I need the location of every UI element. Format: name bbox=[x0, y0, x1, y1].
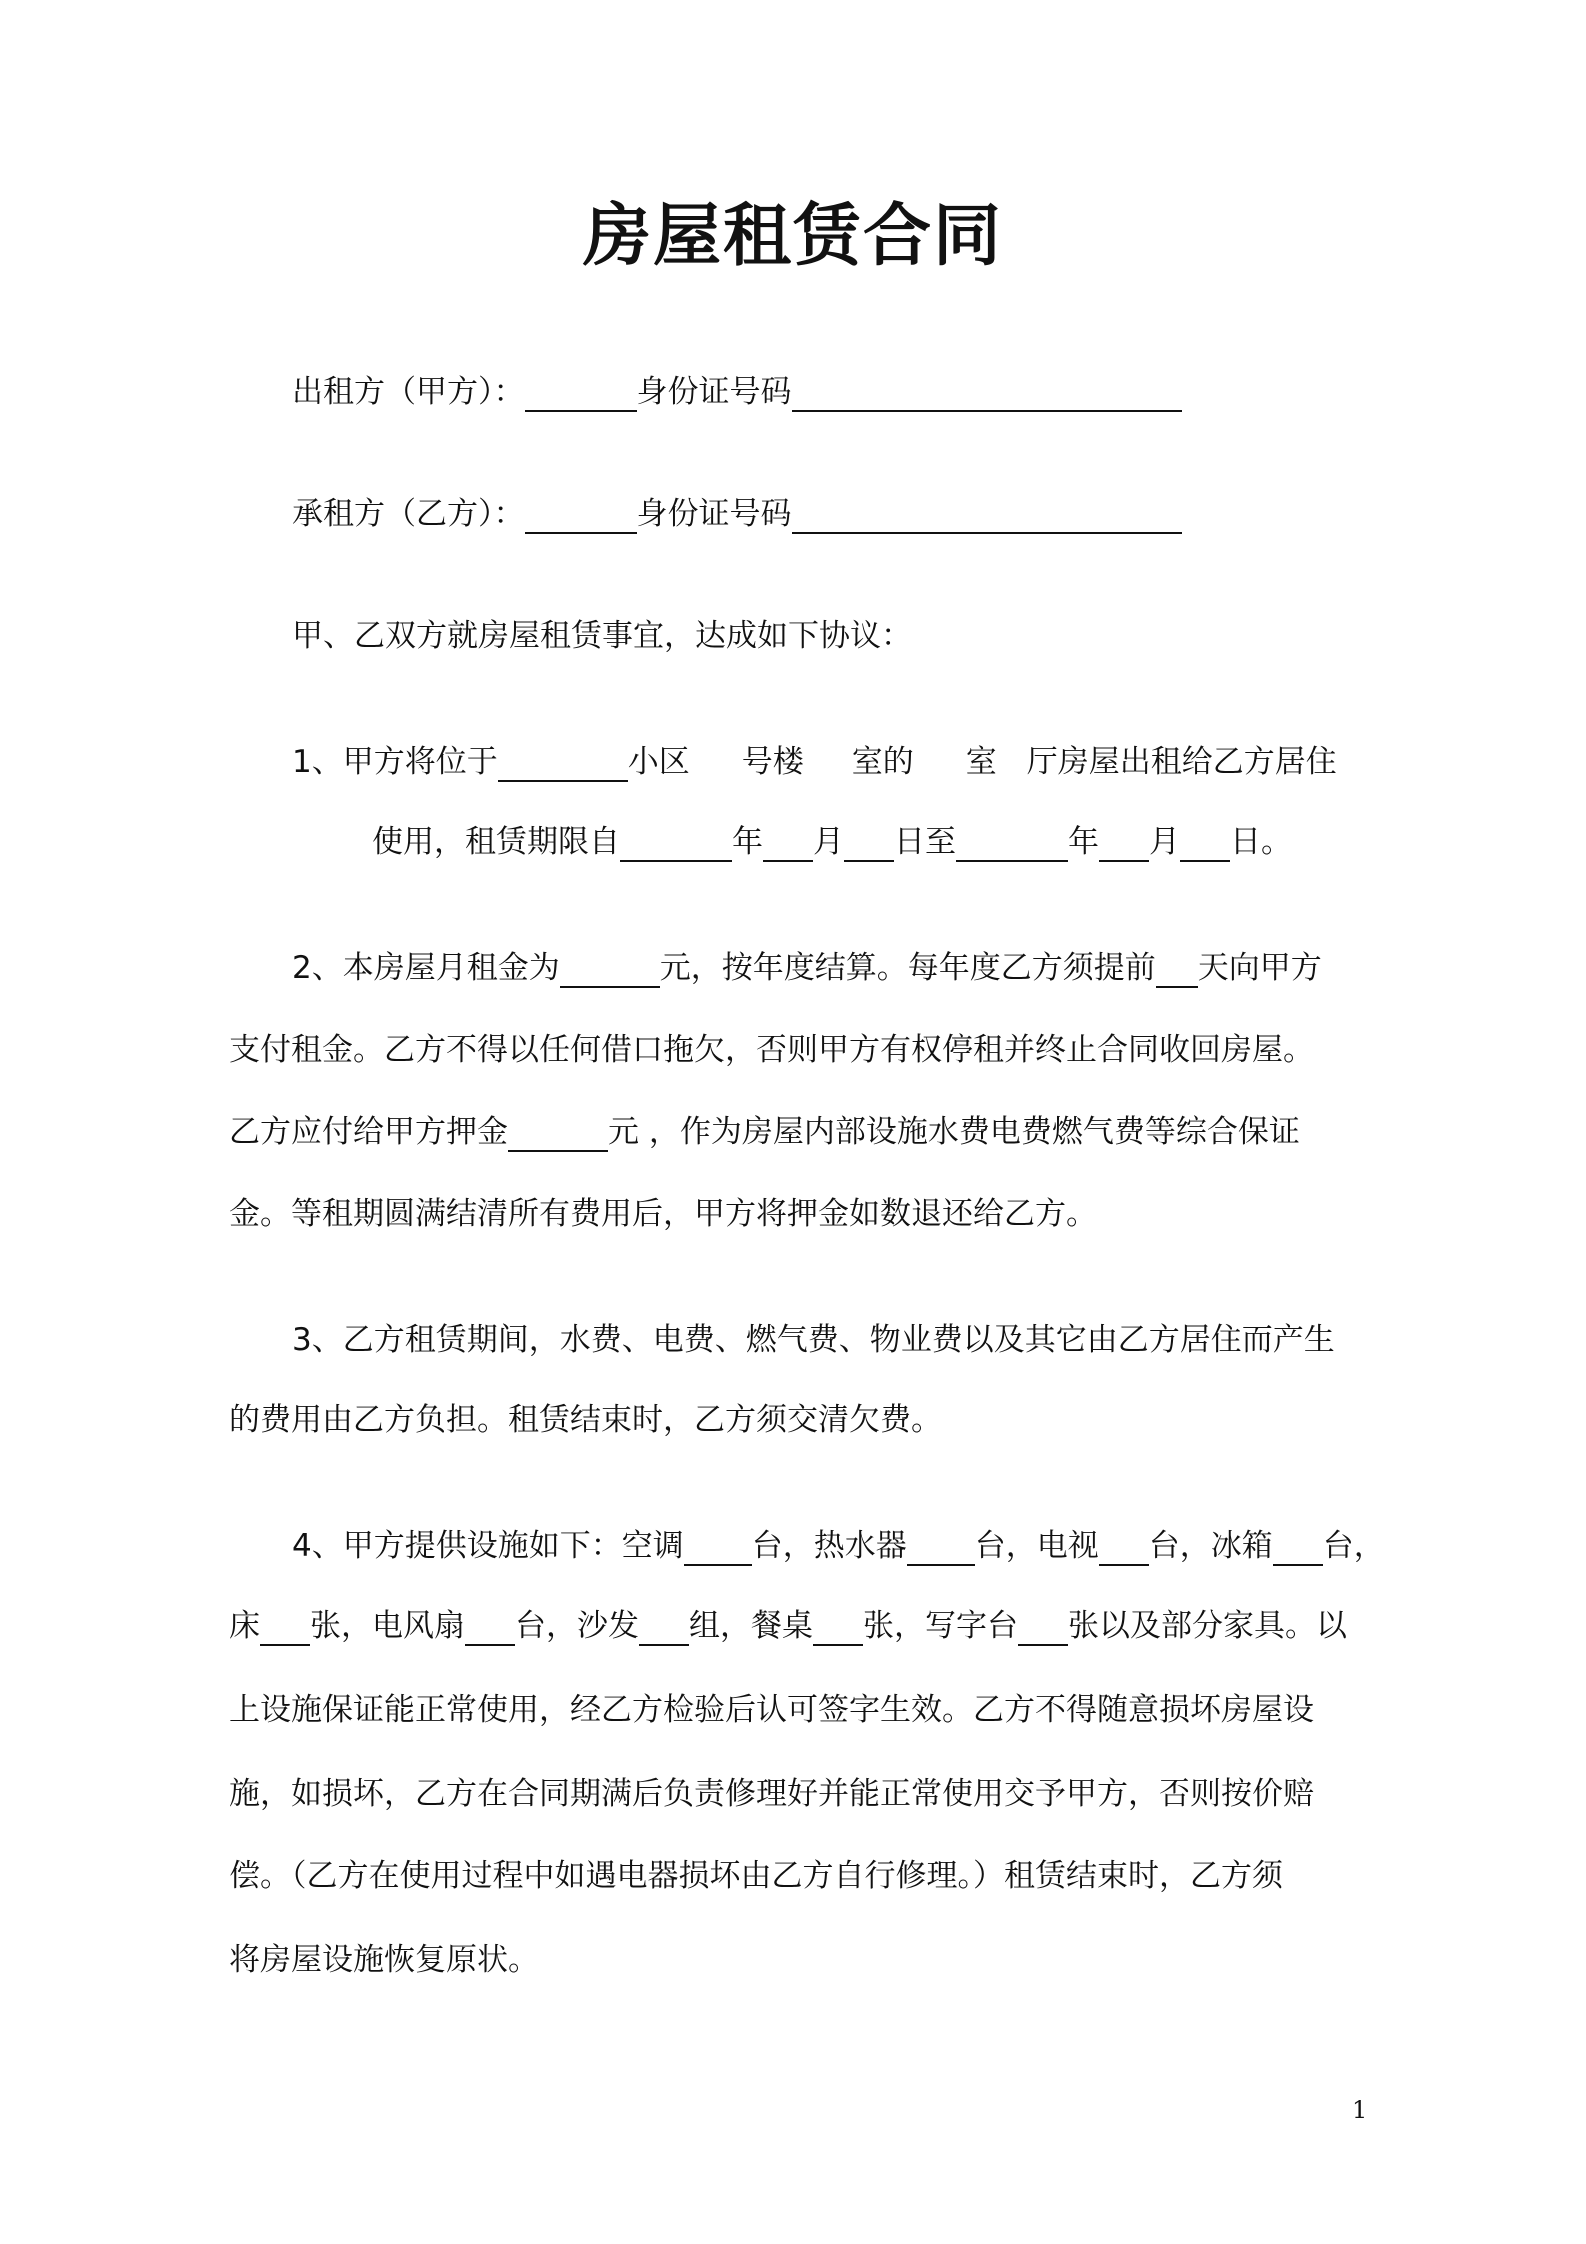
lessee-line bbox=[292, 494, 1182, 534]
sofa-count-blank bbox=[639, 1614, 689, 1646]
clause2-line3 bbox=[229, 1112, 1300, 1152]
heater-count-blank bbox=[907, 1534, 975, 1566]
page-number: 1 bbox=[1352, 2096, 1368, 2124]
lessee-id-label: 身份证号码 bbox=[636, 496, 792, 532]
clause1-text-g: 使用，租赁期限自 bbox=[372, 824, 620, 860]
fan-count-blank bbox=[465, 1614, 515, 1646]
clause4-text-f: 床 bbox=[229, 1608, 260, 1644]
clause1-text-i: 月 bbox=[813, 824, 844, 860]
clause2-line1 bbox=[292, 948, 1322, 988]
lessee-label: 承租方（乙方）： bbox=[292, 496, 525, 532]
clause1-line1 bbox=[292, 742, 1337, 782]
clause1-line2 bbox=[372, 822, 1292, 862]
clause4-text-j: 张，写字台 bbox=[863, 1608, 1018, 1644]
clause4-text-i: 组，餐桌 bbox=[689, 1608, 813, 1644]
clause1-text-l: 月 bbox=[1149, 824, 1180, 860]
lessor-id-label: 身份证号码 bbox=[636, 374, 792, 410]
clause4-text-b: 台，热水器 bbox=[751, 1528, 907, 1564]
clause4-text-d: 台，冰箱 bbox=[1148, 1528, 1273, 1564]
clause2-text-d: 乙方应付给甲方押金 bbox=[229, 1114, 508, 1150]
clause1-text-j: 日至 bbox=[894, 824, 956, 860]
clause4-line3: 上设施保证能正常使用，经乙方检验后认可签字生效。乙方不得随意损坏房屋设 bbox=[229, 1692, 1314, 1728]
clause1-text-h: 年 bbox=[732, 824, 763, 860]
clause2-text-e: 元 ，作为房屋内部设施水费电费燃气费等综合保证 bbox=[608, 1114, 1300, 1150]
advance-days-blank bbox=[1156, 956, 1198, 988]
start-day-blank bbox=[844, 830, 894, 862]
clause2-text-c: 天向甲方 bbox=[1197, 950, 1322, 986]
start-year-blank bbox=[620, 830, 732, 862]
clause1-text-e: 室 bbox=[965, 744, 997, 780]
clause1-text-a: 1、甲方将位于 bbox=[292, 744, 498, 780]
ac-count-blank bbox=[684, 1534, 752, 1566]
end-day-blank bbox=[1180, 830, 1230, 862]
fridge-count-blank bbox=[1273, 1534, 1323, 1566]
lessee-name-blank bbox=[525, 502, 637, 534]
clause4-line5: 偿。（乙方在使用过程中如遇电器损坏由乙方自行修理。）租赁结束时，乙方须 bbox=[229, 1858, 1283, 1894]
clause1-text-d: 室的 bbox=[851, 744, 914, 780]
document-title: 房屋租赁合同 bbox=[582, 197, 1003, 276]
clause2-line4: 金。等租期圆满结清所有费用后，甲方将押金如数退还给乙方。 bbox=[229, 1196, 1097, 1232]
clause1-text-b: 小区 bbox=[627, 744, 690, 780]
clause1-text-c: 号楼 bbox=[741, 744, 804, 780]
clause1-text-f: 厅房屋出租给乙方居住 bbox=[1026, 744, 1337, 780]
clause1-text-m: 日。 bbox=[1230, 824, 1292, 860]
lessee-id-blank bbox=[792, 502, 1182, 534]
deposit-blank bbox=[508, 1120, 608, 1152]
clause4-text-a: 4、甲方提供设施如下：空调 bbox=[292, 1528, 684, 1564]
clause1-text-k: 年 bbox=[1068, 824, 1099, 860]
clause4-text-h: 台，沙发 bbox=[515, 1608, 639, 1644]
tv-count-blank bbox=[1099, 1534, 1149, 1566]
clause4-line1 bbox=[292, 1526, 1385, 1566]
end-month-blank bbox=[1099, 830, 1149, 862]
bed-count-blank bbox=[260, 1614, 310, 1646]
clause1-blank-location bbox=[498, 750, 628, 782]
clause2-text-a: 2、本房屋月租金为 bbox=[292, 950, 560, 986]
clause4-line4: 施，如损坏，乙方在合同期满后负责修理好并能正常使用交予甲方，否则按价赔 bbox=[229, 1776, 1314, 1812]
clause3-line2: 的费用由乙方负担。租赁结束时，乙方须交清欠费。 bbox=[229, 1402, 942, 1438]
clause4-line6: 将房屋设施恢复原状。 bbox=[229, 1942, 539, 1978]
lessor-line bbox=[292, 372, 1182, 412]
clause4-text-g: 张，电风扇 bbox=[310, 1608, 465, 1644]
clause2-line2: 支付租金。乙方不得以任何借口拖欠，否则甲方有权停租并终止合同收回房屋。 bbox=[229, 1032, 1314, 1068]
clause2-text-b: 元，按年度结算。每年度乙方须提前 bbox=[659, 950, 1156, 986]
table-count-blank bbox=[813, 1614, 863, 1646]
clause4-text-k: 张以及部分家具。以 bbox=[1068, 1608, 1347, 1644]
start-month-blank bbox=[763, 830, 813, 862]
end-year-blank bbox=[956, 830, 1068, 862]
clause4-line2 bbox=[229, 1606, 1347, 1646]
lessor-id-blank bbox=[792, 380, 1182, 412]
monthly-rent-blank bbox=[560, 956, 660, 988]
desk-count-blank bbox=[1018, 1614, 1068, 1646]
intro-line: 甲、乙双方就房屋租赁事宜，达成如下协议： bbox=[292, 618, 912, 654]
lessor-label: 出租方（甲方）： bbox=[292, 374, 525, 410]
clause4-text-c: 台，电视 bbox=[974, 1528, 1099, 1564]
lessor-name-blank bbox=[525, 380, 637, 412]
clause3-line1: 3、乙方租赁期间，水费、电费、燃气费、物业费以及其它由乙方居住而产生 bbox=[292, 1322, 1335, 1358]
clause4-text-e: 台， bbox=[1322, 1528, 1385, 1564]
